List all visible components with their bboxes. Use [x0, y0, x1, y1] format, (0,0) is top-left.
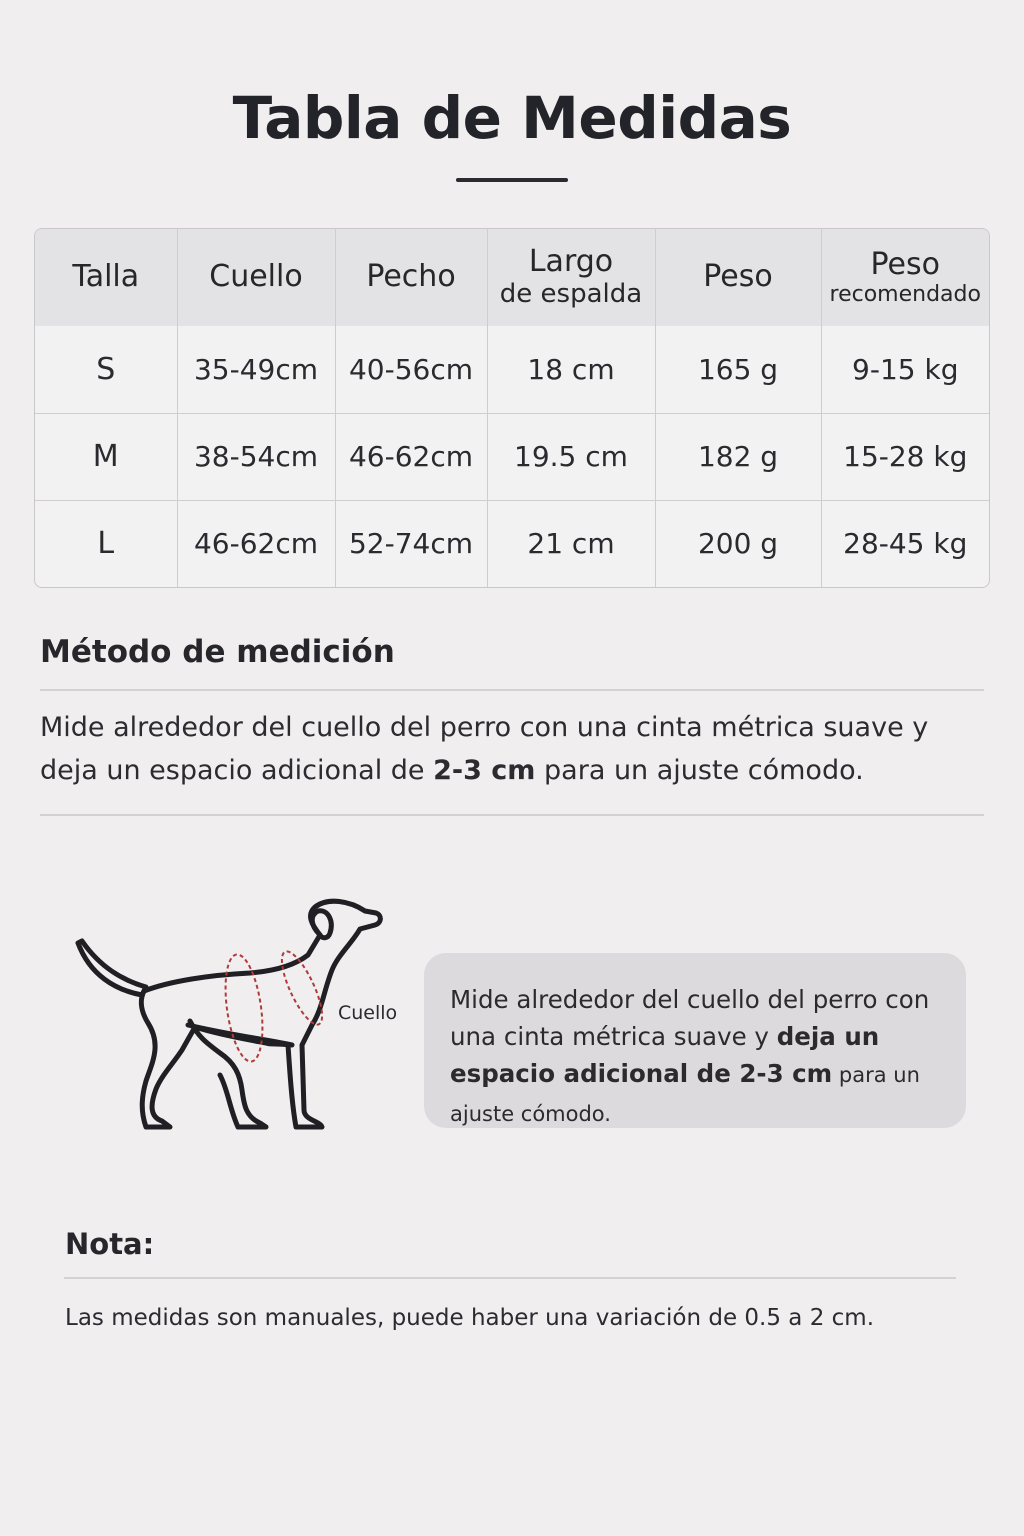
cell-largo: 21 cm — [487, 500, 655, 587]
metodo-text-part2: para un ajuste cómodo. — [535, 755, 864, 786]
header-talla: Talla — [35, 229, 177, 326]
cuello-label: Cuello — [338, 1002, 398, 1024]
cell-peso-recomendado: 28-45 kg — [821, 500, 989, 587]
header-peso-recomendado — [821, 229, 989, 326]
metodo-heading: Método de medición — [40, 634, 395, 670]
bubble-text-part2: para un ajuste cómodo. — [450, 1063, 920, 1126]
metodo-text — [40, 706, 990, 792]
header-largo-line1: Largo — [528, 244, 614, 280]
cell-cuello: 35-49cm — [177, 326, 335, 413]
title-underline — [456, 178, 568, 182]
cell-peso: 182 g — [655, 413, 821, 500]
bubble-text-part1: Mide alrededor del cuello del perro con una cinta métrica suave y — [450, 985, 930, 1051]
cell-largo: 18 cm — [487, 326, 655, 413]
cell-cuello: 38-54cm — [177, 413, 335, 500]
metodo-divider-bottom — [40, 814, 984, 816]
header-largo-line2: de espalda — [499, 278, 643, 309]
cell-largo: 19.5 cm — [487, 413, 655, 500]
metodo-text-part1: Mide alrededor del cuello del perro con una cinta métrica suave y deja un espacio adicional de — [40, 712, 929, 786]
header-peso: Peso — [655, 229, 821, 326]
cell-pecho: 40-56cm — [335, 326, 487, 413]
nota-text: Las medidas son manuales, puede haber una variación de 0.5 a 2 cm. — [65, 1305, 875, 1331]
table-header-row — [35, 229, 989, 326]
metodo-text-bold: 2-3 cm — [433, 755, 536, 786]
header-peso-rec-line2: recomendado — [829, 282, 981, 308]
bubble-text — [450, 981, 970, 1133]
nota-divider — [64, 1277, 956, 1279]
cell-cuello: 46-62cm — [177, 500, 335, 587]
table-row — [35, 500, 989, 587]
header-cuello: Cuello — [177, 229, 335, 326]
bubble-text-bold: deja un espacio adicional de 2-3 cm — [450, 1022, 880, 1088]
cell-talla: L — [35, 500, 177, 587]
cell-peso: 165 g — [655, 326, 821, 413]
cell-peso-recomendado: 9-15 kg — [852, 352, 959, 386]
cell-talla: M — [35, 413, 177, 500]
metodo-divider-top — [40, 689, 984, 691]
cell-peso-recomendado: 15-28 kg — [821, 413, 989, 500]
nota-heading: Nota: — [65, 1227, 155, 1261]
page-title: Tabla de Medidas — [232, 84, 792, 152]
cell-peso: 200 g — [655, 500, 821, 587]
cell-pecho: 46-62cm — [335, 413, 487, 500]
cell-talla: S — [35, 326, 177, 413]
header-largo — [487, 229, 655, 326]
table-row — [35, 326, 989, 413]
info-bubble — [424, 953, 966, 1128]
cell-pecho: 52-74cm — [335, 500, 487, 587]
size-table — [34, 228, 990, 588]
header-peso-rec-line1: Peso — [870, 246, 940, 282]
header-pecho: Pecho — [335, 229, 487, 326]
table-row — [35, 413, 989, 500]
